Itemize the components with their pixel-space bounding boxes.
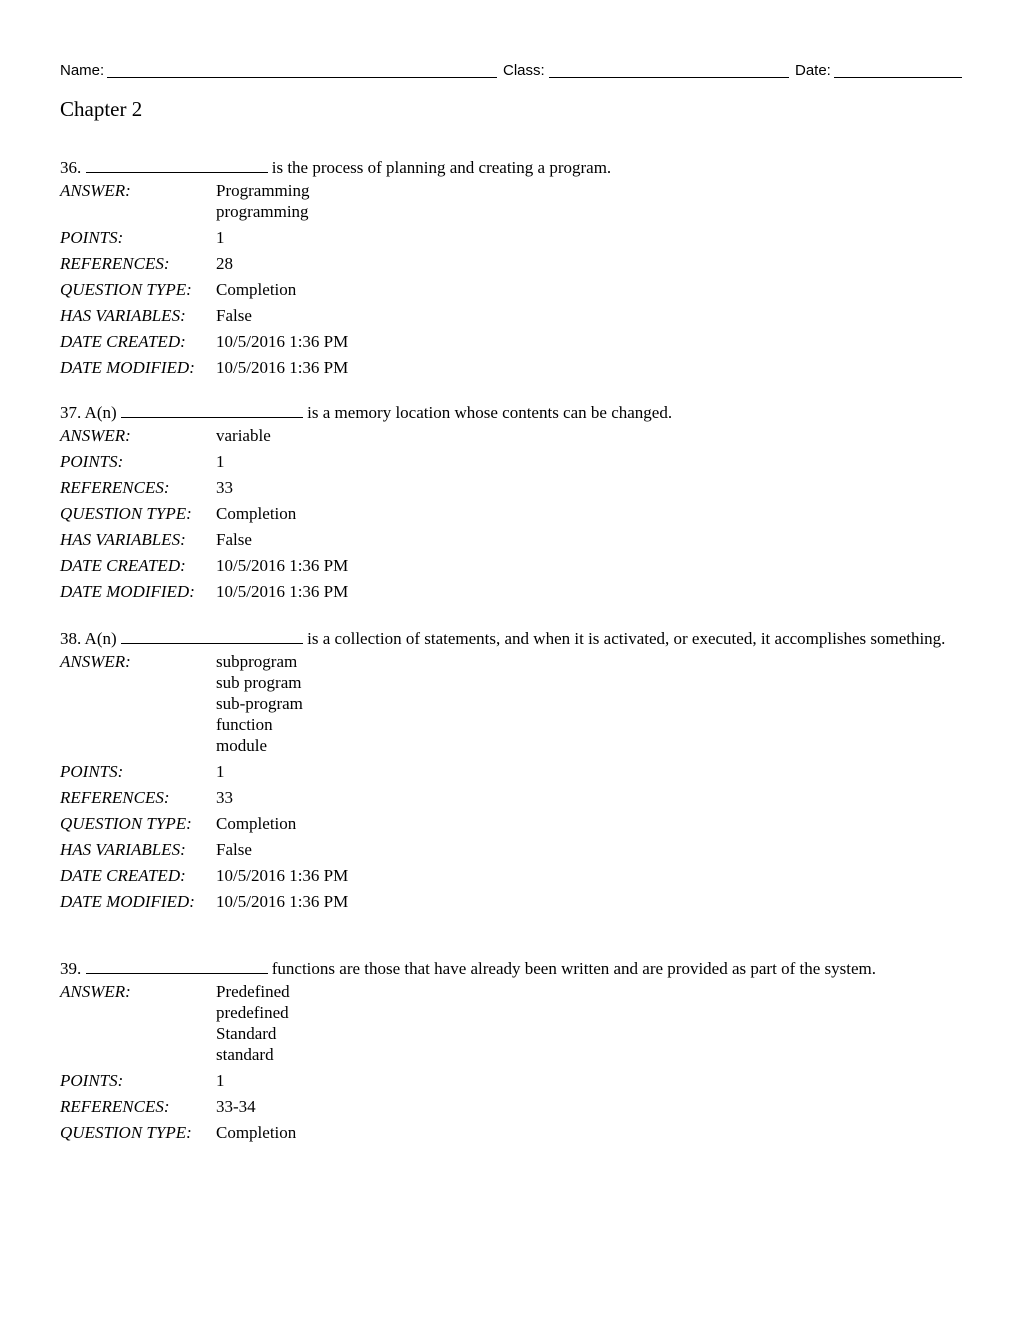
answer-item: standard xyxy=(216,1045,274,1064)
answer-list xyxy=(216,425,271,446)
question-type-row xyxy=(60,813,964,834)
points-value: 1 xyxy=(216,452,225,471)
answer-item: subprogram xyxy=(216,652,298,671)
question-type-row xyxy=(60,503,964,524)
answer-item: module xyxy=(216,736,267,755)
date-modified-row xyxy=(60,581,964,602)
date-created-value: 10/5/2016 1:36 PM xyxy=(216,866,349,885)
points-row xyxy=(60,227,964,248)
date-created-label: DATE CREATED: xyxy=(60,556,186,575)
question-37 xyxy=(60,402,964,602)
question-type-value: Completion xyxy=(216,1123,297,1142)
date-created-label: DATE CREATED: xyxy=(60,866,186,885)
question-number: 37. A(n) xyxy=(60,403,117,422)
date-modified-value: 10/5/2016 1:36 PM xyxy=(216,892,349,911)
question-prompt xyxy=(60,958,964,979)
answer-item: sub program xyxy=(216,673,302,692)
name-label: Name: xyxy=(60,62,105,79)
question-type-row xyxy=(60,279,964,300)
has-variables-label: HAS VARIABLES: xyxy=(60,840,186,859)
answer-list xyxy=(216,981,290,1065)
points-label: POINTS: xyxy=(60,1071,124,1090)
answer-item: variable xyxy=(216,426,271,445)
answer-blank xyxy=(86,961,268,974)
answer-list xyxy=(216,651,303,756)
has-variables-label: HAS VARIABLES: xyxy=(60,306,186,325)
question-type-row xyxy=(60,1122,964,1143)
points-row xyxy=(60,1070,964,1091)
question-type-label: QUESTION TYPE: xyxy=(60,504,192,523)
has-variables-row xyxy=(60,529,964,550)
points-row xyxy=(60,451,964,472)
has-variables-row xyxy=(60,839,964,860)
date-modified-value: 10/5/2016 1:36 PM xyxy=(216,358,349,377)
question-type-label: QUESTION TYPE: xyxy=(60,814,192,833)
points-value: 1 xyxy=(216,1071,225,1090)
answer-item: predefined xyxy=(216,1003,289,1022)
has-variables-value: False xyxy=(216,306,252,325)
date-blank-line xyxy=(834,77,962,78)
question-number: 36. xyxy=(60,158,82,177)
date-modified-label: DATE MODIFIED: xyxy=(60,892,195,911)
class-label: Class: xyxy=(503,62,545,79)
answer-row xyxy=(60,425,964,446)
answer-item: Predefined xyxy=(216,982,290,1001)
question-type-value: Completion xyxy=(216,504,297,523)
points-value: 1 xyxy=(216,762,225,781)
answer-list xyxy=(216,180,310,222)
points-label: POINTS: xyxy=(60,228,124,247)
class-blank-line xyxy=(549,77,789,78)
references-row xyxy=(60,787,964,808)
answer-row xyxy=(60,981,964,1065)
references-label: REFERENCES: xyxy=(60,788,170,807)
question-number: 38. A(n) xyxy=(60,629,117,648)
references-value: 33-34 xyxy=(216,1097,256,1116)
points-label: POINTS: xyxy=(60,452,124,471)
date-created-row xyxy=(60,865,964,886)
references-label: REFERENCES: xyxy=(60,254,170,273)
date-created-row xyxy=(60,331,964,352)
question-type-value: Completion xyxy=(216,814,297,833)
question-number: 39. xyxy=(60,959,82,978)
answer-blank xyxy=(86,160,268,173)
answer-row xyxy=(60,651,964,756)
references-row xyxy=(60,253,964,274)
references-value: 33 xyxy=(216,478,233,497)
answer-blank xyxy=(121,631,303,644)
date-modified-label: DATE MODIFIED: xyxy=(60,358,195,377)
answer-label: ANSWER: xyxy=(60,181,131,200)
question-text: is the process of planning and creating a program. xyxy=(271,158,612,177)
date-modified-label: DATE MODIFIED: xyxy=(60,582,195,601)
date-created-row xyxy=(60,555,964,576)
answer-item: Standard xyxy=(216,1024,277,1043)
answer-item: sub-program xyxy=(216,694,303,713)
references-value: 33 xyxy=(216,788,233,807)
question-39 xyxy=(60,958,964,1143)
answer-item: function xyxy=(216,715,273,734)
question-prompt xyxy=(60,628,964,649)
question-38 xyxy=(60,628,964,912)
points-label: POINTS: xyxy=(60,762,124,781)
question-text: functions are those that have already been written and are provided as part of the system. xyxy=(271,959,876,978)
answer-blank xyxy=(121,405,303,418)
date-created-label: DATE CREATED: xyxy=(60,332,186,351)
answer-label: ANSWER: xyxy=(60,652,131,671)
date-modified-row xyxy=(60,357,964,378)
question-prompt xyxy=(60,402,964,423)
question-type-label: QUESTION TYPE: xyxy=(60,1123,192,1142)
answer-item: programming xyxy=(216,202,309,221)
references-row xyxy=(60,1096,964,1117)
question-type-label: QUESTION TYPE: xyxy=(60,280,192,299)
references-value: 28 xyxy=(216,254,233,273)
question-36 xyxy=(60,157,964,378)
has-variables-value: False xyxy=(216,530,252,549)
has-variables-value: False xyxy=(216,840,252,859)
chapter-title: Chapter 2 xyxy=(60,97,143,121)
references-row xyxy=(60,477,964,498)
points-row xyxy=(60,761,964,782)
question-prompt xyxy=(60,157,964,178)
question-text: is a collection of statements, and when it is activated, or executed, it accomplishes something. xyxy=(307,629,946,648)
student-info-header xyxy=(60,60,964,82)
question-type-value: Completion xyxy=(216,280,297,299)
answer-row xyxy=(60,180,964,222)
answer-label: ANSWER: xyxy=(60,982,131,1001)
name-blank-line xyxy=(107,77,497,78)
has-variables-label: HAS VARIABLES: xyxy=(60,530,186,549)
has-variables-row xyxy=(60,305,964,326)
date-modified-row xyxy=(60,891,964,912)
references-label: REFERENCES: xyxy=(60,1097,170,1116)
answer-item: Programming xyxy=(216,181,310,200)
date-created-value: 10/5/2016 1:36 PM xyxy=(216,332,349,351)
answer-label: ANSWER: xyxy=(60,426,131,445)
question-text: is a memory location whose contents can be changed. xyxy=(307,403,673,422)
references-label: REFERENCES: xyxy=(60,478,170,497)
date-modified-value: 10/5/2016 1:36 PM xyxy=(216,582,349,601)
points-value: 1 xyxy=(216,228,225,247)
date-created-value: 10/5/2016 1:36 PM xyxy=(216,556,349,575)
date-label: Date: xyxy=(795,62,831,79)
